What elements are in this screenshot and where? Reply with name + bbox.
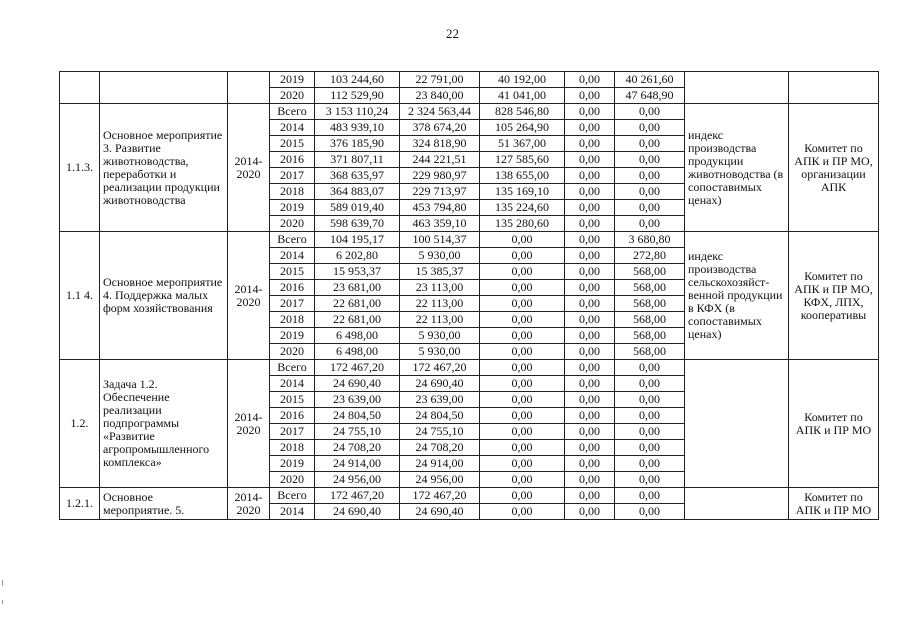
value-cell: 0,00 xyxy=(480,504,565,520)
value-cell: 0,00 xyxy=(565,312,615,328)
year-cell: 2020 xyxy=(270,472,315,488)
value-cell: 23 113,00 xyxy=(400,280,480,296)
year-cell: 2018 xyxy=(270,184,315,200)
value-cell: 24 755,10 xyxy=(315,424,400,440)
period-cell xyxy=(228,72,270,104)
value-cell: 22 113,00 xyxy=(400,296,480,312)
year-cell: 2019 xyxy=(270,328,315,344)
executor-cell: Комитет по АПК и ПР МО xyxy=(789,360,879,488)
value-cell: 0,00 xyxy=(565,232,615,248)
value-cell: 0,00 xyxy=(565,488,615,504)
year-cell: 2018 xyxy=(270,440,315,456)
value-cell: 40 261,60 xyxy=(615,72,685,88)
value-cell: 0,00 xyxy=(615,200,685,216)
value-cell: 112 529,90 xyxy=(315,88,400,104)
value-cell: 24 708,20 xyxy=(315,440,400,456)
value-cell: 0,00 xyxy=(480,344,565,360)
year-cell: 2014 xyxy=(270,504,315,520)
value-cell: 0,00 xyxy=(565,344,615,360)
value-cell: 3 153 110,24 xyxy=(315,104,400,120)
year-cell: 2015 xyxy=(270,136,315,152)
value-cell: 5 930,00 xyxy=(400,328,480,344)
year-cell: Всего xyxy=(270,360,315,376)
value-cell: 0,00 xyxy=(615,216,685,232)
value-cell: 24 956,00 xyxy=(315,472,400,488)
row-code-cell xyxy=(60,72,100,104)
value-cell: 41 041,00 xyxy=(480,88,565,104)
value-cell: 0,00 xyxy=(565,88,615,104)
value-cell: 589 019,40 xyxy=(315,200,400,216)
value-cell: 0,00 xyxy=(565,184,615,200)
year-cell: Всего xyxy=(270,488,315,504)
value-cell: 0,00 xyxy=(615,184,685,200)
value-cell: 15 385,37 xyxy=(400,264,480,280)
year-cell: 2017 xyxy=(270,424,315,440)
measure-name-cell: Основное мероприятие 4. Поддержка малых форм хозяйствования xyxy=(100,232,228,360)
value-cell: 5 930,00 xyxy=(400,248,480,264)
indicator-cell: индекс производства продукции животноводства (в сопоставимых ценах) xyxy=(685,104,789,232)
value-cell: 0,00 xyxy=(615,504,685,520)
year-cell: 2020 xyxy=(270,344,315,360)
value-cell: 6 498,00 xyxy=(315,344,400,360)
value-cell: 0,00 xyxy=(565,376,615,392)
value-cell: 24 690,40 xyxy=(315,504,400,520)
value-cell: 371 807,11 xyxy=(315,152,400,168)
value-cell: 0,00 xyxy=(615,392,685,408)
value-cell: 0,00 xyxy=(480,408,565,424)
value-cell: 324 818,90 xyxy=(400,136,480,152)
value-cell: 0,00 xyxy=(565,424,615,440)
value-cell: 483 939,10 xyxy=(315,120,400,136)
year-cell: 2015 xyxy=(270,264,315,280)
value-cell: 0,00 xyxy=(565,296,615,312)
value-cell: 23 840,00 xyxy=(400,88,480,104)
value-cell: 40 192,00 xyxy=(480,72,565,88)
year-cell: 2016 xyxy=(270,408,315,424)
value-cell: 378 674,20 xyxy=(400,120,480,136)
value-cell: 24 804,50 xyxy=(400,408,480,424)
value-cell: 0,00 xyxy=(565,136,615,152)
indicator-cell xyxy=(685,360,789,488)
year-cell: 2014 xyxy=(270,376,315,392)
value-cell: 0,00 xyxy=(565,504,615,520)
value-cell: 138 655,00 xyxy=(480,168,565,184)
value-cell: 0,00 xyxy=(565,152,615,168)
indicator-cell xyxy=(685,488,789,520)
margin-mark xyxy=(2,580,3,586)
table-row xyxy=(60,488,879,504)
value-cell: 105 264,90 xyxy=(480,120,565,136)
row-code-cell: 1.2.1. xyxy=(60,488,100,520)
value-cell: 0,00 xyxy=(565,408,615,424)
table-row xyxy=(60,72,879,88)
year-cell: 2019 xyxy=(270,200,315,216)
value-cell: 0,00 xyxy=(615,376,685,392)
value-cell: 172 467,20 xyxy=(400,488,480,504)
year-cell: 2016 xyxy=(270,280,315,296)
value-cell: 172 467,20 xyxy=(400,360,480,376)
table-row xyxy=(60,232,879,248)
value-cell: 135 280,60 xyxy=(480,216,565,232)
value-cell: 598 639,70 xyxy=(315,216,400,232)
value-cell: 2 324 563,44 xyxy=(400,104,480,120)
year-cell: Всего xyxy=(270,232,315,248)
value-cell: 0,00 xyxy=(565,392,615,408)
measure-name-cell: Задача 1.2. Обеспечение реализации подпрограммы «Развитие агропромышленного комплекса» xyxy=(100,360,228,488)
value-cell: 104 195,17 xyxy=(315,232,400,248)
year-cell: 2014 xyxy=(270,248,315,264)
value-cell: 0,00 xyxy=(480,248,565,264)
period-cell: 2014-2020 xyxy=(228,104,270,232)
value-cell: 135 169,10 xyxy=(480,184,565,200)
period-cell: 2014-2020 xyxy=(228,488,270,520)
year-cell: 2016 xyxy=(270,152,315,168)
value-cell: 0,00 xyxy=(615,472,685,488)
value-cell: 463 359,10 xyxy=(400,216,480,232)
year-cell: 2017 xyxy=(270,168,315,184)
value-cell: 229 980,97 xyxy=(400,168,480,184)
value-cell: 0,00 xyxy=(480,376,565,392)
value-cell: 0,00 xyxy=(565,104,615,120)
value-cell: 135 224,60 xyxy=(480,200,565,216)
row-code-cell: 1.2. xyxy=(60,360,100,488)
value-cell: 0,00 xyxy=(565,472,615,488)
table-row xyxy=(60,104,879,120)
value-cell: 24 690,40 xyxy=(400,504,480,520)
executor-cell: Комитет по АПК и ПР МО, организации АПК xyxy=(789,104,879,232)
measure-name-cell: Основное мероприятие 3. Развитие животноводства, переработки и реализации продукции животноводства xyxy=(100,104,228,232)
value-cell: 15 953,37 xyxy=(315,264,400,280)
value-cell: 24 914,00 xyxy=(315,456,400,472)
value-cell: 368 635,97 xyxy=(315,168,400,184)
value-cell: 568,00 xyxy=(615,264,685,280)
value-cell: 24 956,00 xyxy=(400,472,480,488)
value-cell: 0,00 xyxy=(480,488,565,504)
indicator-cell xyxy=(685,72,789,104)
value-cell: 0,00 xyxy=(615,152,685,168)
period-cell: 2014-2020 xyxy=(228,232,270,360)
row-code-cell: 1.1.3. xyxy=(60,104,100,232)
value-cell: 0,00 xyxy=(480,264,565,280)
value-cell: 23 639,00 xyxy=(400,392,480,408)
value-cell: 0,00 xyxy=(615,136,685,152)
value-cell: 568,00 xyxy=(615,296,685,312)
row-code-cell: 1.1 4. xyxy=(60,232,100,360)
year-cell: 2017 xyxy=(270,296,315,312)
value-cell: 0,00 xyxy=(615,360,685,376)
value-cell: 453 794,80 xyxy=(400,200,480,216)
value-cell: 24 914,00 xyxy=(400,456,480,472)
value-cell: 0,00 xyxy=(615,424,685,440)
value-cell: 23 681,00 xyxy=(315,280,400,296)
value-cell: 0,00 xyxy=(565,72,615,88)
value-cell: 568,00 xyxy=(615,328,685,344)
value-cell: 172 467,20 xyxy=(315,360,400,376)
year-cell: 2019 xyxy=(270,456,315,472)
value-cell: 6 498,00 xyxy=(315,328,400,344)
value-cell: 47 648,90 xyxy=(615,88,685,104)
value-cell: 229 713,97 xyxy=(400,184,480,200)
value-cell: 103 244,60 xyxy=(315,72,400,88)
value-cell: 24 804,50 xyxy=(315,408,400,424)
value-cell: 172 467,20 xyxy=(315,488,400,504)
page-number: 22 xyxy=(446,26,459,41)
value-cell: 22 681,00 xyxy=(315,312,400,328)
value-cell: 0,00 xyxy=(480,280,565,296)
value-cell: 364 883,07 xyxy=(315,184,400,200)
year-cell: Всего xyxy=(270,104,315,120)
year-cell: 2020 xyxy=(270,216,315,232)
year-cell: 2018 xyxy=(270,312,315,328)
value-cell: 244 221,51 xyxy=(400,152,480,168)
value-cell: 0,00 xyxy=(565,360,615,376)
value-cell: 0,00 xyxy=(480,312,565,328)
value-cell: 24 708,20 xyxy=(400,440,480,456)
value-cell: 0,00 xyxy=(615,168,685,184)
value-cell: 0,00 xyxy=(615,120,685,136)
measure-name-cell: Основное мероприятие. 5. xyxy=(100,488,228,520)
value-cell: 0,00 xyxy=(615,456,685,472)
value-cell: 0,00 xyxy=(480,424,565,440)
executor-cell: Комитет по АПК и ПР МО xyxy=(789,488,879,520)
value-cell: 0,00 xyxy=(565,120,615,136)
value-cell: 0,00 xyxy=(565,456,615,472)
value-cell: 828 546,80 xyxy=(480,104,565,120)
value-cell: 5 930,00 xyxy=(400,344,480,360)
value-cell: 51 367,00 xyxy=(480,136,565,152)
value-cell: 0,00 xyxy=(480,456,565,472)
value-cell: 24 755,10 xyxy=(400,424,480,440)
value-cell: 22 113,00 xyxy=(400,312,480,328)
year-cell: 2019 xyxy=(270,72,315,88)
indicator-cell: индекс производства сельскохозяйст-венной продукции в КФХ (в сопоставимых ценах) xyxy=(685,232,789,360)
value-cell: 0,00 xyxy=(615,440,685,456)
value-cell: 0,00 xyxy=(565,264,615,280)
margin-mark xyxy=(2,600,3,604)
value-cell: 0,00 xyxy=(565,328,615,344)
period-cell: 2014-2020 xyxy=(228,360,270,488)
value-cell: 0,00 xyxy=(565,248,615,264)
value-cell: 0,00 xyxy=(565,216,615,232)
value-cell: 0,00 xyxy=(565,200,615,216)
value-cell: 3 680,80 xyxy=(615,232,685,248)
value-cell: 0,00 xyxy=(480,392,565,408)
value-cell: 0,00 xyxy=(565,440,615,456)
value-cell: 23 639,00 xyxy=(315,392,400,408)
value-cell: 568,00 xyxy=(615,344,685,360)
year-cell: 2020 xyxy=(270,88,315,104)
value-cell: 0,00 xyxy=(480,440,565,456)
value-cell: 0,00 xyxy=(480,328,565,344)
value-cell: 0,00 xyxy=(480,232,565,248)
value-cell: 0,00 xyxy=(480,360,565,376)
year-cell: 2015 xyxy=(270,392,315,408)
value-cell: 568,00 xyxy=(615,312,685,328)
executor-cell: Комитет по АПК и ПР МО, КФХ, ЛПХ, кооперативы xyxy=(789,232,879,360)
measure-name-cell xyxy=(100,72,228,104)
value-cell: 0,00 xyxy=(615,488,685,504)
value-cell: 0,00 xyxy=(480,296,565,312)
value-cell: 0,00 xyxy=(615,408,685,424)
value-cell: 0,00 xyxy=(565,168,615,184)
value-cell: 6 202,80 xyxy=(315,248,400,264)
value-cell: 0,00 xyxy=(480,472,565,488)
value-cell: 376 185,90 xyxy=(315,136,400,152)
value-cell: 0,00 xyxy=(565,280,615,296)
executor-cell xyxy=(789,72,879,104)
year-cell: 2014 xyxy=(270,120,315,136)
value-cell: 24 690,40 xyxy=(315,376,400,392)
table-row xyxy=(60,360,879,376)
value-cell: 24 690,40 xyxy=(400,376,480,392)
value-cell: 0,00 xyxy=(615,104,685,120)
value-cell: 22 681,00 xyxy=(315,296,400,312)
value-cell: 22 791,00 xyxy=(400,72,480,88)
value-cell: 100 514,37 xyxy=(400,232,480,248)
value-cell: 568,00 xyxy=(615,280,685,296)
value-cell: 272,80 xyxy=(615,248,685,264)
program-funding-table xyxy=(59,71,879,520)
value-cell: 127 585,60 xyxy=(480,152,565,168)
